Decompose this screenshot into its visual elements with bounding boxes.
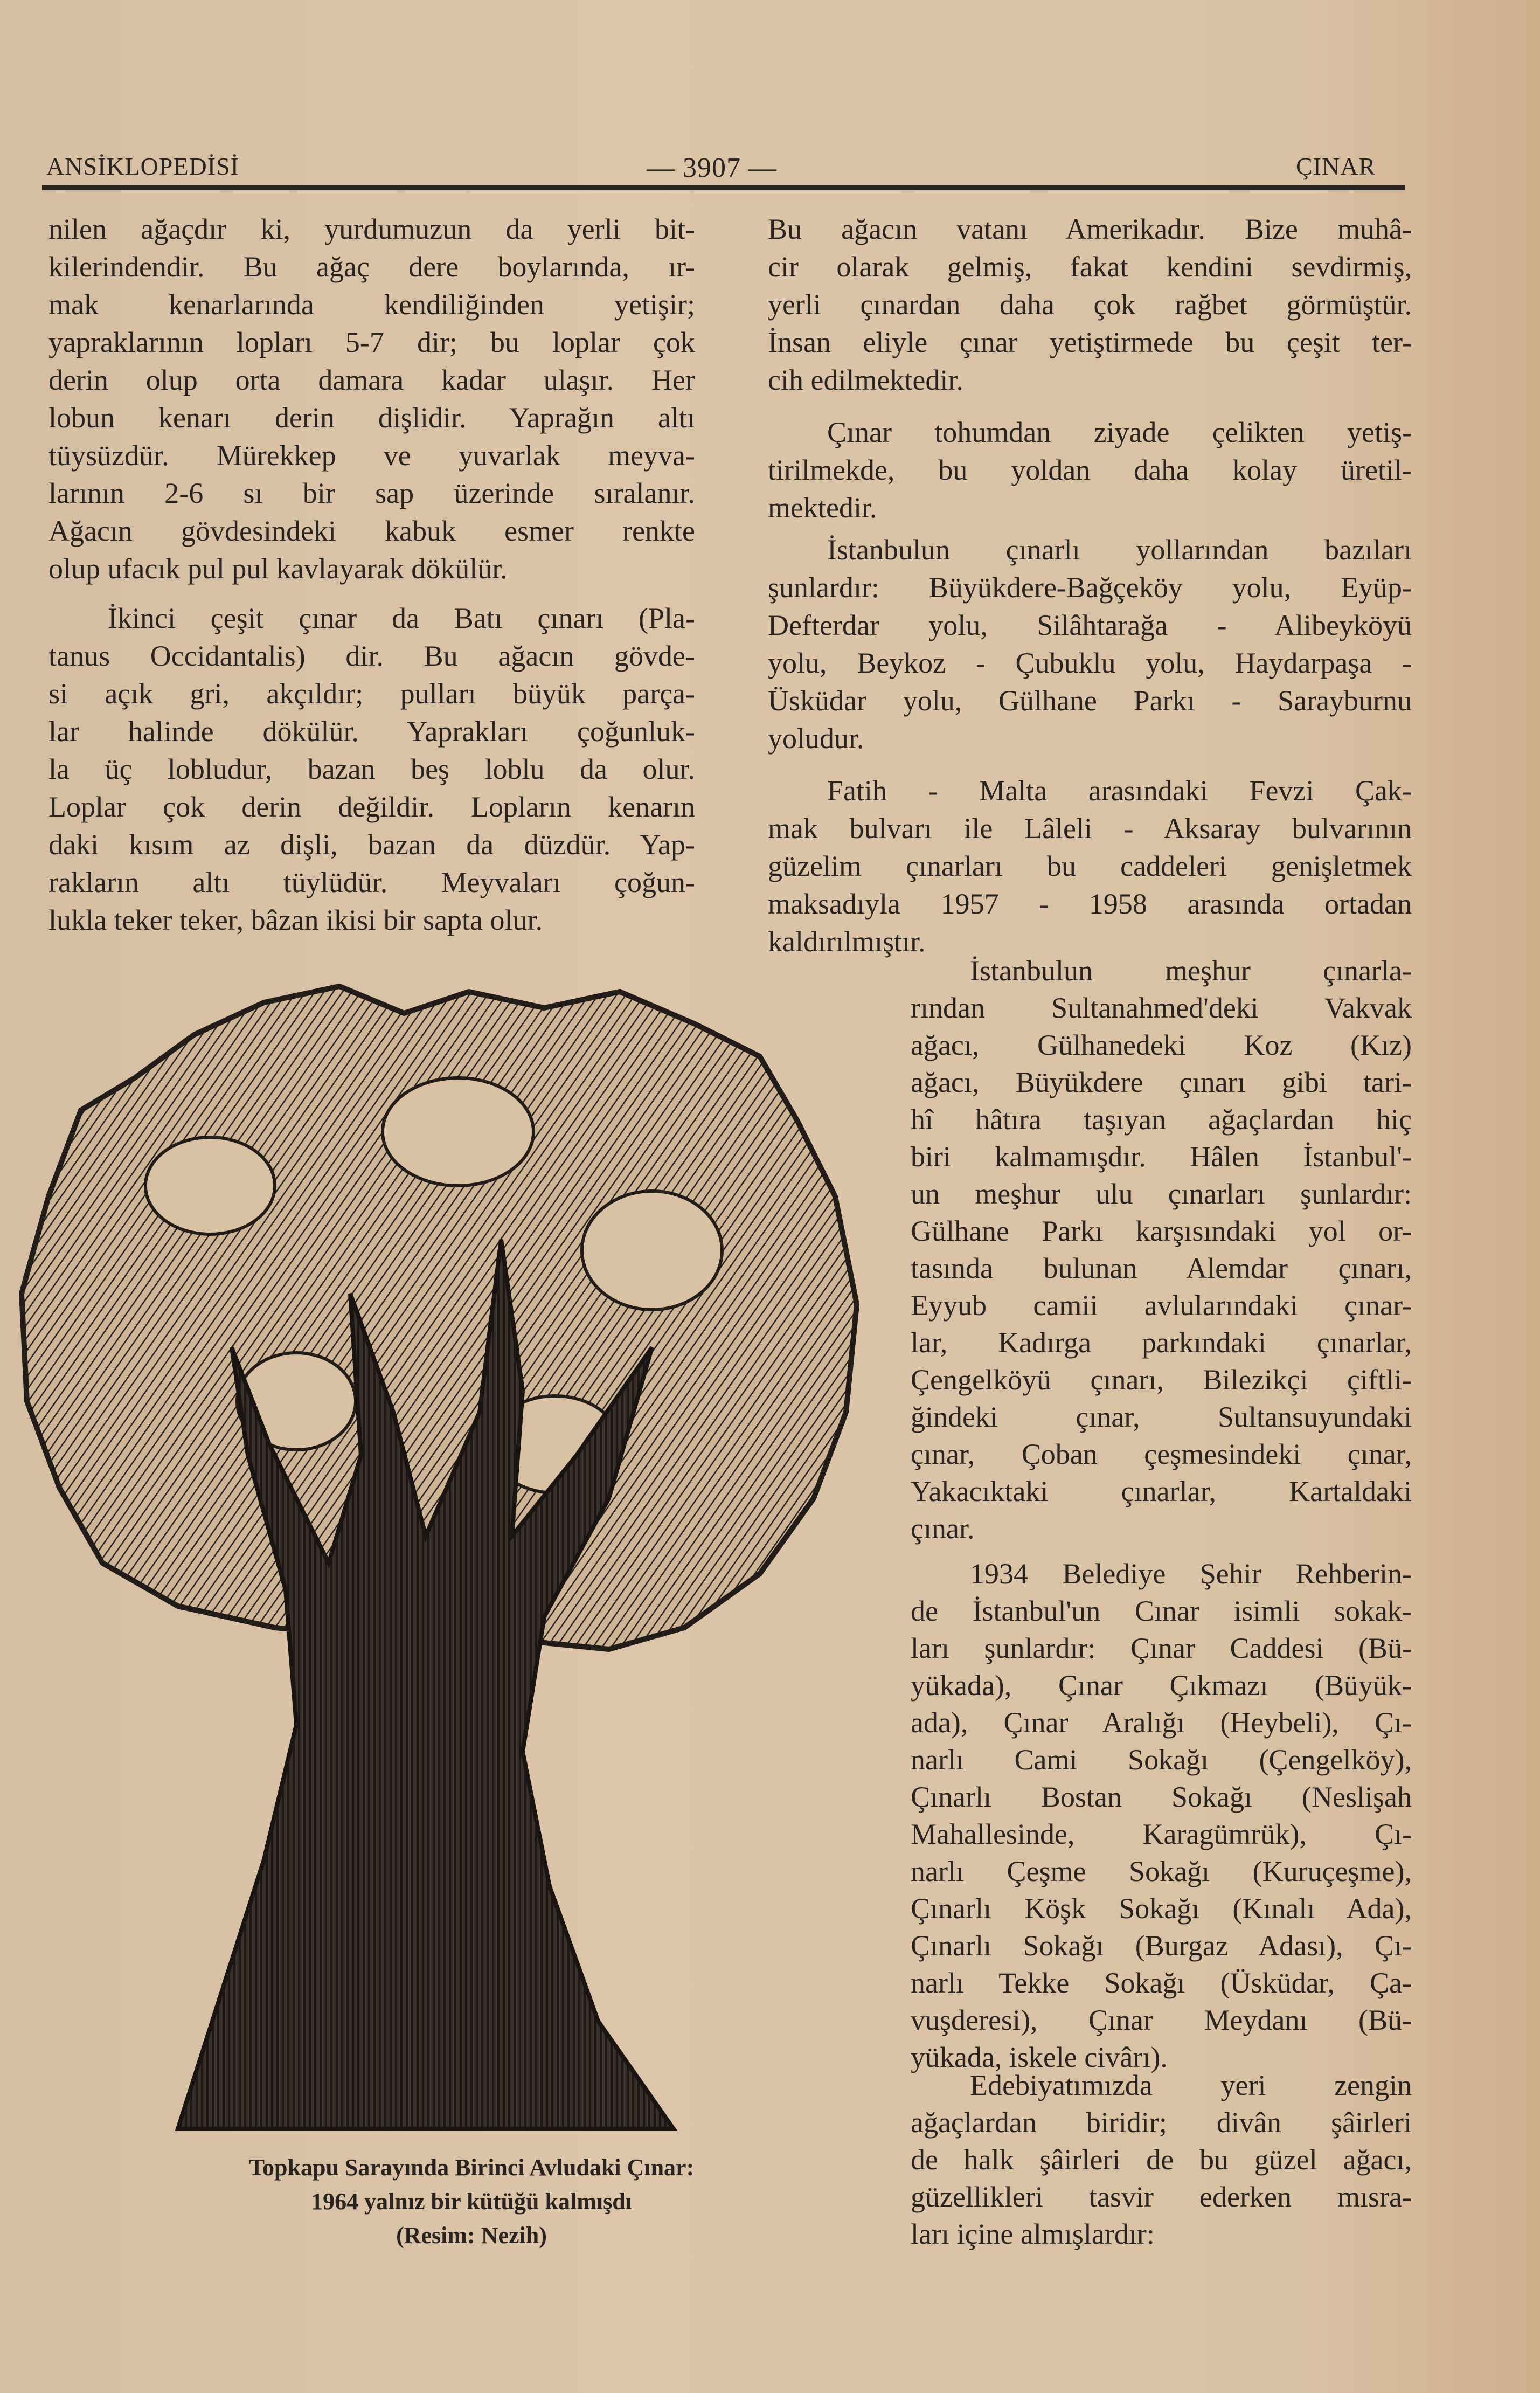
text-line: vuşderesi), Çınar Meydanı (Bü- <box>911 2004 1412 2036</box>
text-line: İnsan eliyle çınar yetiştirmede bu çeşit ter- <box>768 326 1412 358</box>
text-line: ada), Çınar Aralığı (Heybeli), Çı- <box>911 1706 1412 1739</box>
paragraph <box>911 952 1412 1547</box>
text-line: daki kısım az dişli, bazan da düzdür. Yap- <box>48 828 695 861</box>
text-line: mak bulvarı ile Lâleli - Aksaray bulvarının <box>768 812 1412 845</box>
text-line: un meşhur ulu çınarları şunlardır: <box>911 1178 1412 1210</box>
text-line: tanus Occidantalis) dir. Bu ağacın gövde- <box>48 640 695 672</box>
text-line: ları içine almışlardır: <box>911 2218 1155 2250</box>
text-line: biri kalmamışdır. Hâlen İstanbul'- <box>911 1140 1412 1173</box>
paragraph <box>911 1555 1412 2076</box>
caption-credit: (Resim: Nezih) <box>396 2222 547 2249</box>
text-line: Loplar çok derin değildir. Lopların kenarın <box>48 791 695 823</box>
text-line: narlı Çeşme Sokağı (Kuruçeşme), <box>911 1855 1412 1887</box>
text-line: 1934 Belediye Şehir Rehberin- <box>970 1558 1412 1590</box>
text-line: rakların altı tüylüdür. Meyvaları çoğun- <box>48 866 695 898</box>
paragraph <box>768 772 1412 960</box>
text-line: cir olarak gelmiş, fakat kendini sevdirmiş, <box>768 251 1412 283</box>
running-header-left: ANSİKLOPEDİSİ <box>46 153 239 180</box>
text-line: mektedir. <box>768 492 877 524</box>
text-line: tirilmekde, bu yoldan daha kolay üretil- <box>768 454 1412 486</box>
text-line: mak kenarlarında kendiliğinden yetişir; <box>48 288 695 321</box>
text-line: ğindeki çınar, Sultansuyundaki <box>911 1401 1412 1433</box>
text-line: Eyyub camii avlularındaki çınar- <box>911 1289 1412 1322</box>
text-line: Çınarlı Bostan Sokağı (Neslişah <box>911 1781 1412 1813</box>
text-line: hî hâtıra taşıyan ağaçlardan hiç <box>911 1103 1412 1136</box>
running-header-right: ÇINAR <box>1296 153 1376 180</box>
text-line: Mahallesinde, Karagümrük), Çı- <box>911 1818 1412 1850</box>
text-line: yükada), Çınar Çıkmazı (Büyük- <box>911 1669 1412 1702</box>
paragraph <box>911 2067 1412 2253</box>
text-line: çınar. <box>911 1512 975 1545</box>
text-line: yerli çınardan daha çok rağbet görmüştür. <box>768 288 1412 321</box>
text-line: de İstanbul'un Cınar isimli sokak- <box>911 1595 1412 1627</box>
text-line: ağaçlardan biridir; divân şâirleri <box>911 2106 1412 2139</box>
caption-line: Topkapu Sarayında Birinci Avludaki Çınar: <box>248 2154 695 2181</box>
text-line: si açık gri, akçıldır; pulları büyük parça- <box>48 677 695 710</box>
text-line: Bu ağacın vatanı Amerikadır. Bize muhâ- <box>768 213 1412 245</box>
paragraph <box>48 599 695 939</box>
text-line: tasında bulunan Alemdar çınarı, <box>911 1252 1412 1284</box>
paragraph <box>768 413 1412 527</box>
text-line: Defterdar yolu, Silâhtarağa - Alibeyköyü <box>768 609 1412 641</box>
paragraph <box>768 210 1412 399</box>
text-line: ağacı, Büyükdere çınarı gibi tari- <box>911 1066 1412 1098</box>
text-line: lobun kenarı derin dişlidir. Yaprağın altı <box>48 402 695 434</box>
text-line: güzelim çınarları bu caddeleri genişletmek <box>768 850 1412 882</box>
figure-caption <box>135 2150 808 2252</box>
text-line: la üç lobludur, bazan beş loblu da olur. <box>48 753 695 785</box>
tree-illustration <box>16 970 868 2134</box>
text-line: kilerindendir. Bu ağaç dere boylarında, ır- <box>48 251 695 283</box>
text-line: olup ufacık pul pul kavlayarak dökülür. <box>48 552 508 585</box>
text-line: Gülhane Parkı karşısındaki yol or- <box>911 1215 1412 1247</box>
text-line: ları şunlardır: Çınar Caddesi (Bü- <box>911 1632 1412 1664</box>
text-line: nilen ağaçdır ki, yurdumuzun da yerli bit- <box>48 213 695 245</box>
text-line: larının 2-6 sı bir sap üzerinde sıralanır. <box>48 477 695 509</box>
text-line: İstanbulun meşhur çınarla- <box>970 955 1412 987</box>
text-line: derin olup orta damara kadar ulaşır. Her <box>48 364 695 396</box>
text-line: rından Sultanahmed'deki Vakvak <box>911 992 1412 1024</box>
text-line: yolu, Beykoz - Çubuklu yolu, Haydarpaşa - <box>768 647 1412 679</box>
text-line: Çınarlı Sokağı (Burgaz Adası), Çı- <box>911 1929 1412 1962</box>
paragraph <box>48 210 695 587</box>
caption-line: 1964 yalnız bir kütüğü kalmışdı <box>311 2188 632 2215</box>
text-line: narlı Tekke Sokağı (Üsküdar, Ça- <box>911 1967 1412 1999</box>
text-line: tüysüzdür. Mürekkep ve yuvarlak meyva- <box>48 439 695 472</box>
text-line: cih edilmektedir. <box>768 364 963 396</box>
text-line: çınar, Çoban çeşmesindeki çınar, <box>911 1438 1412 1470</box>
text-line: narlı Cami Sokağı (Çengelköy), <box>911 1744 1412 1776</box>
text-line: Çengelköyü çınarı, Bilezikçi çiftli- <box>911 1364 1412 1396</box>
text-line: yoludur. <box>768 722 864 755</box>
paragraph <box>768 531 1412 757</box>
text-line: ağacı, Gülhanedeki Koz (Kız) <box>911 1029 1412 1061</box>
text-line: kaldırılmıştır. <box>768 925 926 958</box>
text-line: lukla teker teker, bâzan ikisi bir sapta olur. <box>48 904 543 936</box>
text-line: Çınar tohumdan ziyade çelikten yetiş- <box>827 416 1412 448</box>
text-line: şunlardır: Büyükdere-Bağçeköy yolu, Eyüp- <box>768 571 1412 604</box>
page-number: — 3907 — <box>647 153 777 183</box>
text-line: Ağacın gövdesindeki kabuk esmer renkte <box>48 515 695 547</box>
text-line: de halk şâirleri de bu güzel ağacı, <box>911 2143 1412 2176</box>
text-line: lar halinde dökülür. Yaprakları çoğunluk- <box>48 715 695 748</box>
text-line: yapraklarının lopları 5-7 dir; bu loplar çok <box>48 326 695 358</box>
text-line: İkinci çeşit çınar da Batı çınarı (Pla- <box>108 602 695 634</box>
text-line: Üsküdar yolu, Gülhane Parkı - Sarayburnu <box>768 684 1412 717</box>
text-line: güzellikleri tasvir ederken mısra- <box>911 2181 1412 2213</box>
text-line: Yakacıktaki çınarlar, Kartaldaki <box>911 1475 1412 1507</box>
header-rule <box>42 185 1405 190</box>
text-line: Fatih - Malta arasındaki Fevzi Çak- <box>827 774 1412 807</box>
text-line: lar, Kadırga parkındaki çınarlar, <box>911 1326 1412 1359</box>
text-line: İstanbulun çınarlı yollarından bazıları <box>827 534 1412 566</box>
text-line: Edebiyatımızda yeri zengin <box>970 2069 1412 2101</box>
text-line: yükada, iskele civârı). <box>911 2041 1168 2073</box>
text-line: Çınarlı Köşk Sokağı (Kınalı Ada), <box>911 1892 1412 1925</box>
text-line: maksadıyla 1957 - 1958 arasında ortadan <box>768 888 1412 920</box>
